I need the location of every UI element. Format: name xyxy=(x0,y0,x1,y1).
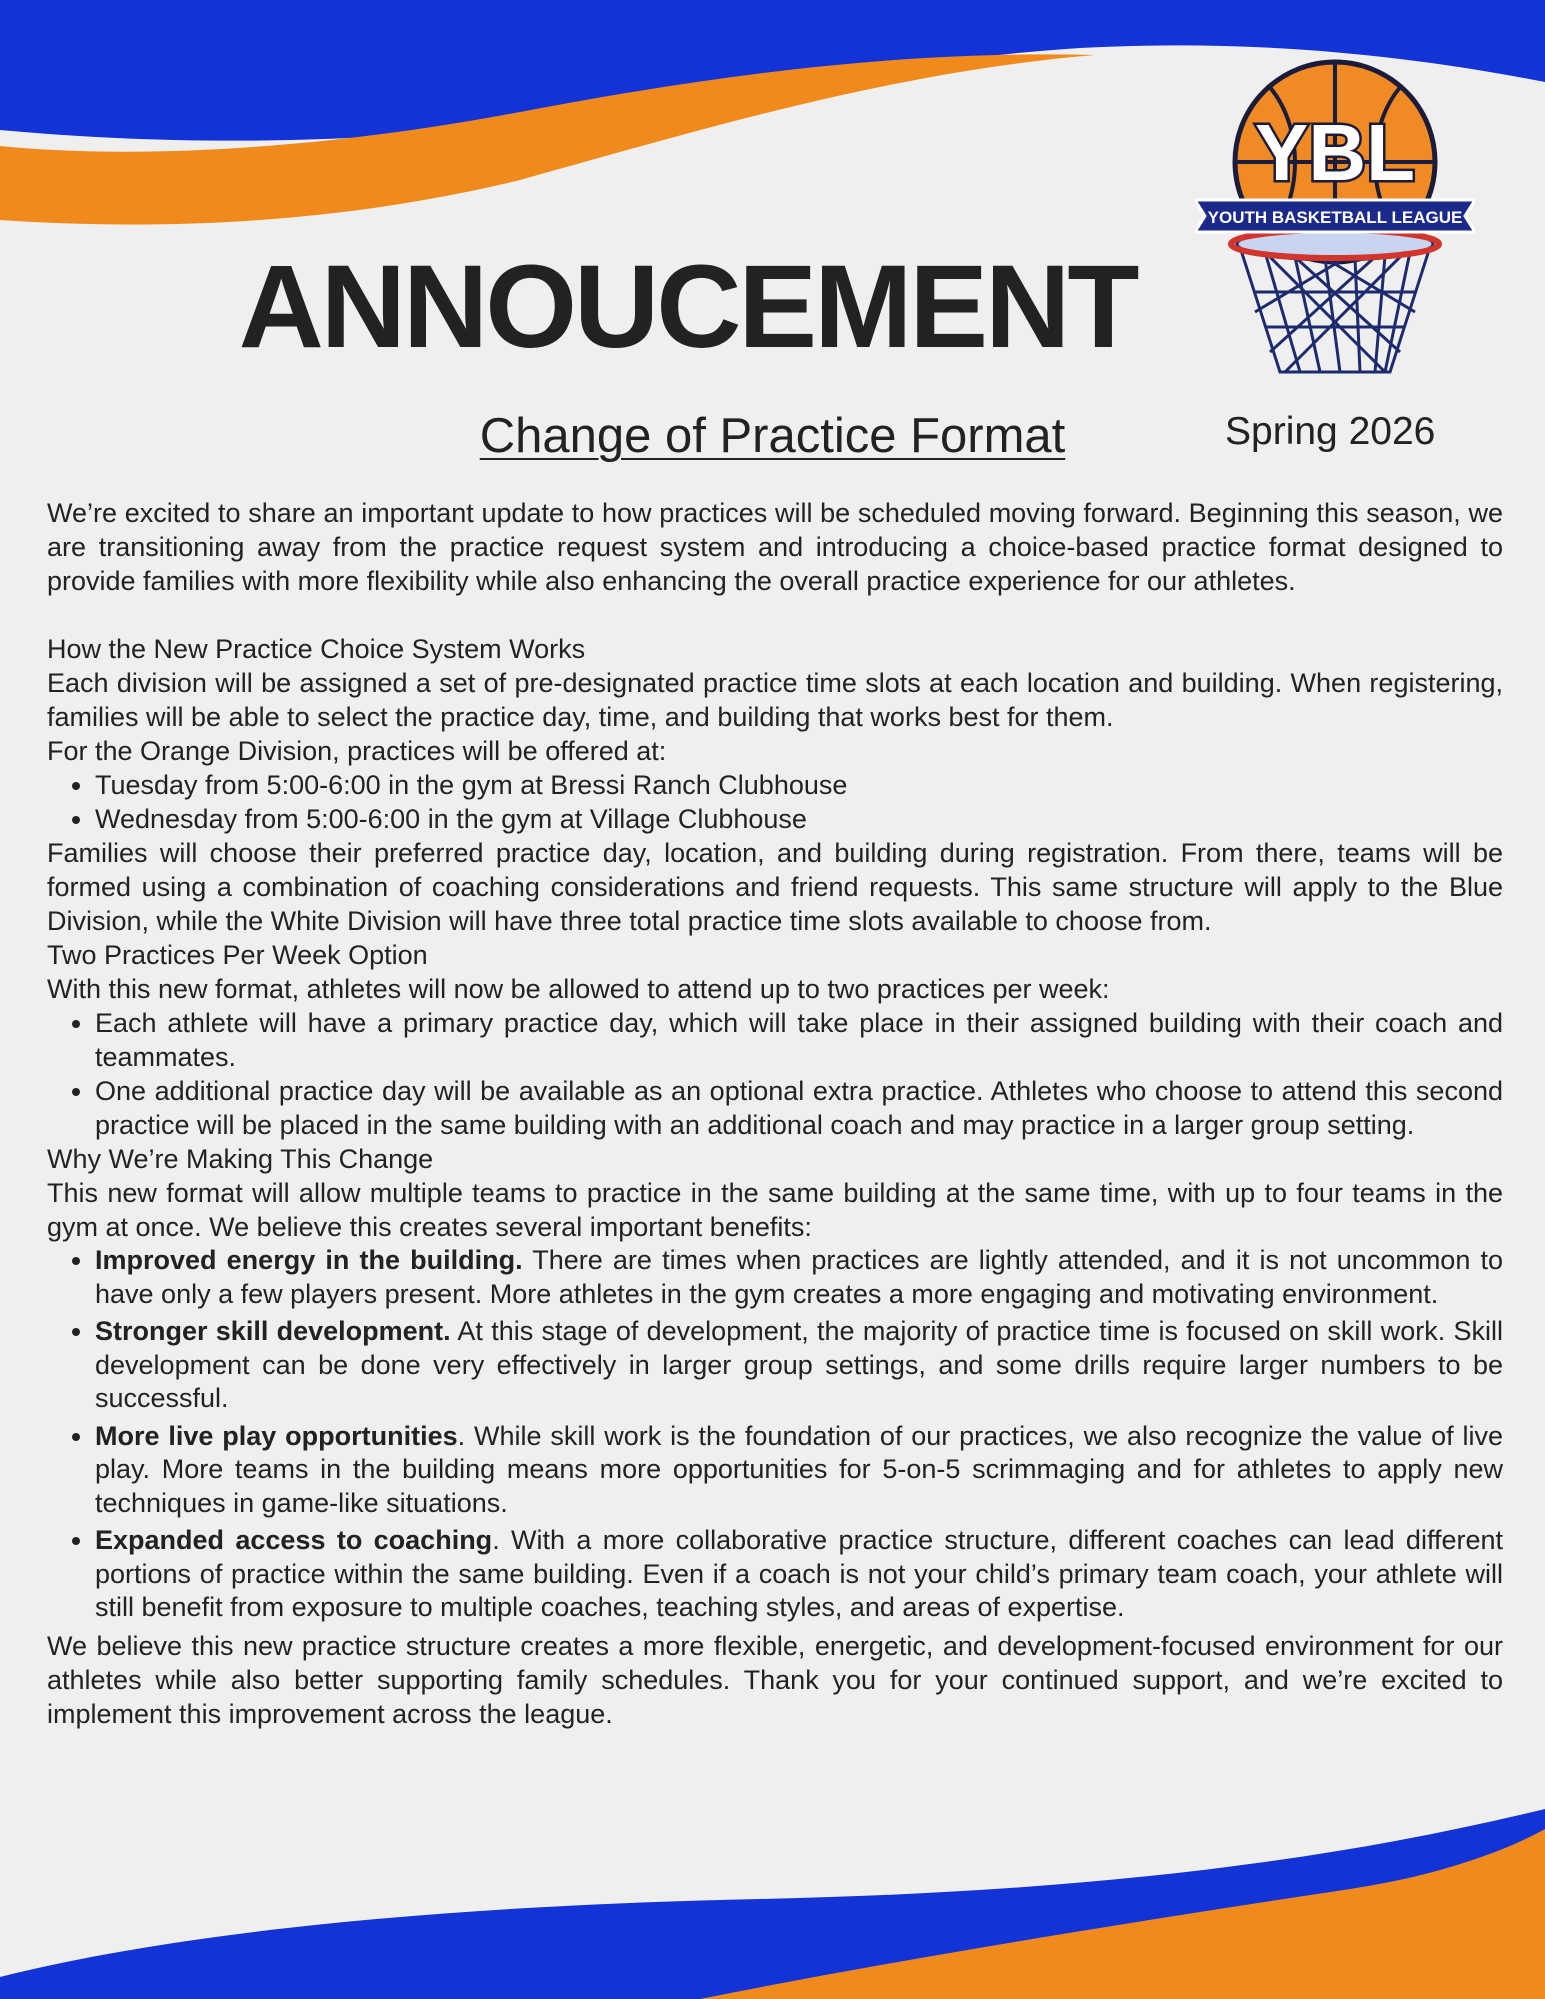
intro-paragraph: We’re excited to share an important update to how practices will be scheduled moving forward. Beginning this season, we are transitioning away from the practice request system and introducing a choice-based practice format designed to provide families with more flexibility while also enhancing the overall practice experience for our athletes. xyxy=(47,498,1503,596)
benefit-list xyxy=(47,1244,1503,1625)
list-item xyxy=(95,1420,1503,1521)
benefit-text: At this stage of development, the majority of practice time is focused on skill work. Skill development can be done very effectively in larger group settings, and some drills require larger numbers to be successful. xyxy=(95,1316,1503,1413)
list-item xyxy=(95,1524,1503,1625)
list-item xyxy=(95,1244,1503,1311)
list-item: • Each athlete will have a primary practice day, which will take place in their assigned building with their coach and teammates. xyxy=(95,1006,1503,1074)
benefit-text: There are times when practices are lightly attended, and it is not uncommon to have only a few players present. More athletes in the gym creates a more engaging and motivating environment. xyxy=(95,1245,1503,1309)
two-practice-list xyxy=(47,1006,1503,1142)
closing-paragraph: We believe this new practice structure creates a more flexible, energetic, and development-focused environment for our athletes while also better supporting family schedules. Thank you for your continued support, and we’re excited to implement this improvement across the league. xyxy=(47,1630,1503,1729)
list-item: • Tuesday from 5:00-6:00 in the gym at Bressi Ranch Clubhouse xyxy=(95,768,1503,802)
season-label: Spring 2026 xyxy=(1225,410,1436,453)
benefit-title: Expanded access to coaching xyxy=(95,1525,493,1555)
section-two-heading: Two Practices Per Week Option xyxy=(47,940,428,970)
announcement-body xyxy=(47,496,1503,1731)
page-subtitle: Change of Practice Format xyxy=(479,409,1066,463)
logo-ribbon-text: YOUTH BASKETBALL LEAGUE xyxy=(1207,208,1463,227)
benefit-title: Improved energy in the building. xyxy=(95,1245,523,1275)
section-how-heading: How the New Practice Choice System Works xyxy=(47,634,586,664)
orange-slot-list xyxy=(47,768,1503,836)
section-how-body: Each division will be assigned a set of pre-designated practice time slots at each location and building. When registering, families will be able to select the practice day, time, and building that works best for them. xyxy=(47,668,1503,732)
benefit-title: More live play opportunities xyxy=(95,1420,458,1451)
list-item: • One additional practice day will be available as an optional extra practice. Athletes who choose to attend this second practice will be placed in the same building with an additional coach and may practice in a larger group setting. xyxy=(95,1074,1503,1142)
section-two-body: With this new format, athletes will now be allowed to attend up to two practices per week: xyxy=(47,974,1110,1004)
logo-main-text: YBL xyxy=(1255,108,1415,197)
benefit-text: . While skill work is the foundation of our practices, we also recognize the value of live play. More teams in the building means more opportunities for 5-on-5 scrimmaging and for athletes to apply new techniques in game-like situations. xyxy=(95,1420,1503,1518)
benefit-text: . With a more collaborative practice structure, different coaches can lead different portions of practice within the same building. Even if a coach is not your child’s primary team coach, your athlete will still benefit from exposure to multiple coaches, teaching styles, and areas of expertise. xyxy=(95,1525,1503,1622)
section-why-body: This new format will allow multiple teams to practice in the same building at the same time, with up to four teams in the gym at once. We believe this creates several important benefits: xyxy=(47,1178,1503,1242)
list-item xyxy=(95,1315,1503,1416)
page-title: ANNOUCEMENT xyxy=(238,241,1137,373)
benefit-title: Stronger skill development. xyxy=(95,1316,451,1346)
section-how-followup: Families will choose their preferred practice day, location, and building during registration. From there, teams will be formed using a combination of coaching considerations and friend requests. This same structure will apply to the Blue Division, while the White Division will have three total practice time slots available to choose from. xyxy=(47,838,1503,936)
section-why-heading: Why We’re Making This Change xyxy=(47,1144,434,1174)
bottom-wave-decoration xyxy=(0,1809,1545,1999)
list-item: • Wednesday from 5:00-6:00 in the gym at Village Clubhouse xyxy=(95,802,1503,836)
orange-division-intro: For the Orange Division, practices will be offered at: xyxy=(47,736,667,766)
